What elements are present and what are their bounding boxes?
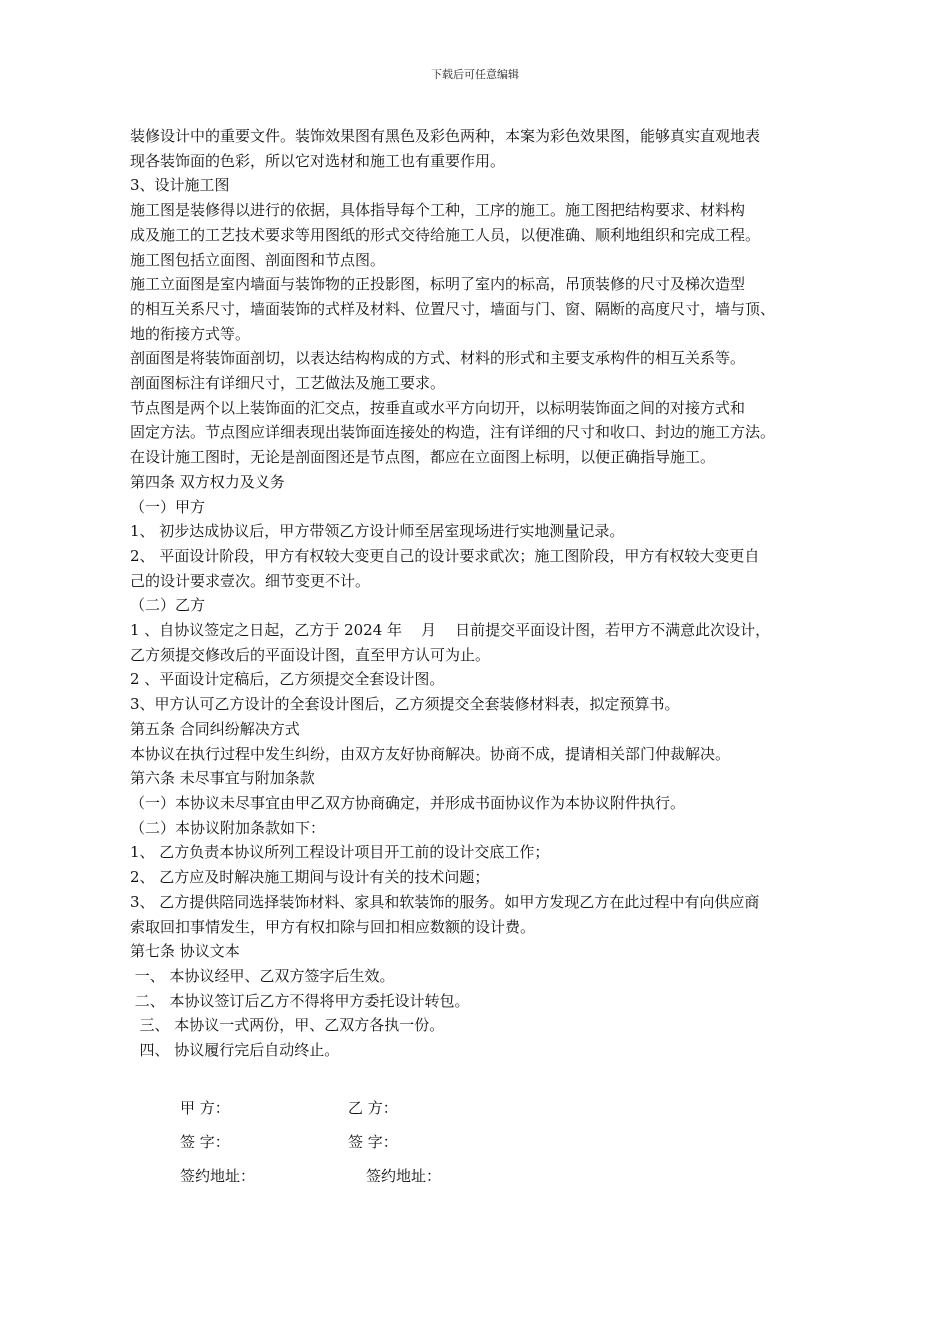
text-line: 二、 本协议签订后乙方不得将甲方委托设计转包。 xyxy=(130,991,470,1010)
text-line: 施工立面图是室内墙面与装饰物的正投影图，标明了室内的标高，吊顶装修的尺寸及梯次造型 xyxy=(130,275,746,294)
text-line: 己的设计要求壹次。细节变更不计。 xyxy=(130,571,371,590)
text-line: 施工图是装修得以进行的依据，具体指导每个工种，工序的施工。施工图把结构要求、材料构 xyxy=(130,201,746,220)
text-line: 固定方法。节点图应详细表现出装饰面连接处的构造，注有详细的尺寸和收口、封边的施工方法。 xyxy=(130,423,776,442)
text-line: 三、 本协议一式两份，甲、乙双方各执一份。 xyxy=(130,1016,445,1035)
text-line: 2 、平面设计定稿后，乙方须提交全套设计图。 xyxy=(130,670,445,689)
text-line: 装修设计中的重要文件。装饰效果图有黑色及彩色两种，本案为彩色效果图，能够真实直观地表 xyxy=(130,127,761,145)
text-line: 乙方须提交修改后的平面设计图，直至甲方认可为止。 xyxy=(130,645,491,664)
text-line: 1 、自协议签定之日起，乙方于 2024 年 月 日前提交平面设计图，若甲方不满意此次设计， xyxy=(130,621,771,640)
text-line: 第四条 双方权力及义务 xyxy=(130,472,285,491)
party-b-label: 乙 方： xyxy=(348,1099,398,1117)
text-line: 成及施工的工艺技术要求等用图纸的形式交待给施工人员，以便准确、顺利地组织和完成工程。 xyxy=(130,225,761,244)
text-line: 第六条 未尽事宜与附加条款 xyxy=(130,769,315,788)
text-line: 本协议在执行过程中发生纠纷，由双方友好协商解决。协商不成，提请相关部门仲裁解决。 xyxy=(130,744,731,763)
text-line: 剖面图是将装饰面剖切，以表达结构构成的方式、材料的形式和主要支承构件的相互关系等。 xyxy=(130,349,746,368)
text-line: 1、 乙方负责本协议所列工程设计项目开工前的设计交底工作； xyxy=(130,843,550,862)
text-line: （一）本协议未尽事宜由甲乙双方协商确定，并形成书面协议作为本协议附件执行。 xyxy=(130,793,686,812)
text-line: （二）乙方 xyxy=(130,596,206,615)
text-line: 1、 初步达成协议后，甲方带领乙方设计师至居室现场进行实地测量记录。 xyxy=(130,522,625,541)
text-line: 地的衔接方式等。 xyxy=(130,324,251,343)
text-line: 第五条 合同纠纷解决方式 xyxy=(130,719,300,738)
text-line: （二）本协议附加条款如下： xyxy=(130,818,326,837)
text-line: 第七条 协议文本 xyxy=(130,942,240,961)
text-line: 现各装饰面的色彩，所以它对选材和施工也有重要作用。 xyxy=(130,151,506,170)
text-line: 剖面图标注有详细尺寸，工艺做法及施工要求。 xyxy=(130,374,446,393)
text-line: 一、 本协议经甲、乙双方签字后生效。 xyxy=(130,966,395,985)
text-line: 施工图包括立面图、剖面图和节点图。 xyxy=(130,250,386,269)
document-body xyxy=(130,124,850,1063)
text-line: 节点图是两个以上装饰面的汇交点，按垂直或水平方向切开，以标明装饰面之间的对接方式和 xyxy=(130,398,746,417)
text-line: 3、 乙方提供陪同选择装饰材料、家具和软装饰的服务。如甲方发现乙方在此过程中有向供应商 xyxy=(130,892,760,911)
text-line: 3、设计施工图 xyxy=(130,176,230,195)
text-line: 的相互关系尺寸，墙面装饰的式样及材料、位置尺寸，墙面与门、窗、隔断的高度尺寸，墙与顶、 xyxy=(130,299,776,318)
text-line: （一）甲方 xyxy=(130,497,206,516)
page-header: 下载后可任意编辑 xyxy=(431,68,519,81)
text-line: 3、甲方认可乙方设计的全套设计图后，乙方须提交全套装修材料表，拟定预算书。 xyxy=(130,695,680,714)
party-a-label: 甲 方： xyxy=(180,1099,230,1117)
address-a-label: 签约地址： xyxy=(180,1167,256,1185)
address-b-label: 签约地址： xyxy=(366,1167,442,1185)
text-line: 索取回扣事情发生，甲方有权扣除与回扣相应数额的设计费。 xyxy=(130,917,536,936)
text-line: 在设计施工图时，无论是剖面图还是节点图，都应在立面图上标明，以便正确指导施工。 xyxy=(130,448,716,467)
sign-a-label: 签 字： xyxy=(180,1133,230,1151)
text-line: 2、 平面设计阶段，甲方有权较大变更自己的设计要求貮次；施工图阶段，甲方有权较大变更自 xyxy=(130,546,760,565)
text-line: 2、 乙方应及时解决施工期间与设计有关的技术问题； xyxy=(130,868,490,887)
text-line: 四、 协议履行完后自动终止。 xyxy=(130,1041,340,1060)
sign-b-label: 签 字： xyxy=(348,1133,398,1151)
